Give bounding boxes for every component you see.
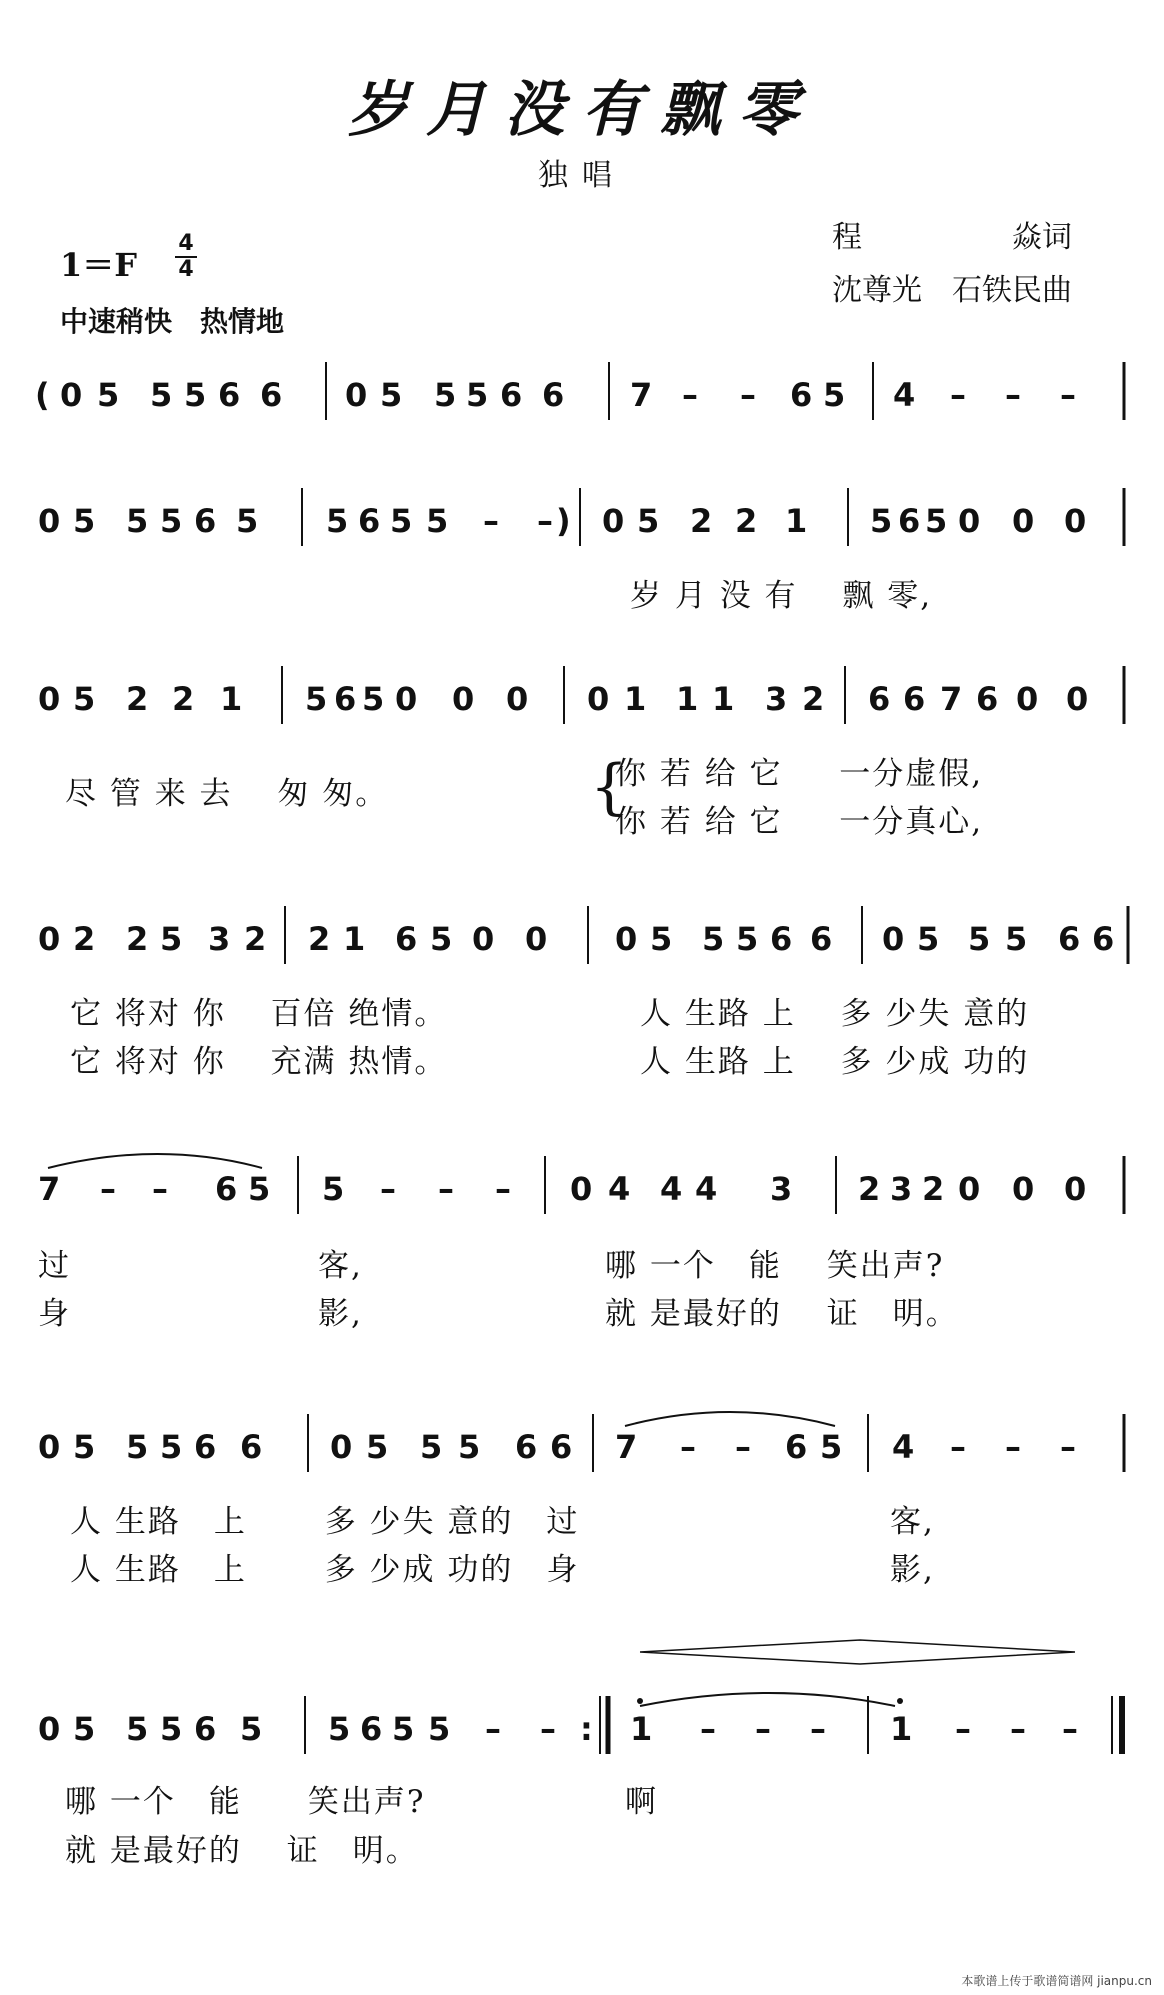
lyrics-line3-a: 尽 管 来 去 匆 匆。	[65, 776, 389, 812]
staff-line-1	[35, 362, 1124, 420]
svg-text:5: 5	[366, 1428, 389, 1466]
staff-line-5	[38, 1154, 1124, 1214]
svg-text:–: –	[735, 1428, 751, 1466]
svg-text:2: 2	[690, 502, 713, 540]
lyrics-line3-b: 你 若 给 它 一分虚假,	[615, 756, 984, 792]
svg-text:–: –	[810, 1710, 826, 1748]
svg-text:5: 5	[322, 1170, 345, 1208]
svg-text:5: 5	[1005, 920, 1028, 958]
staff-line-3	[38, 666, 1124, 724]
svg-text:5: 5	[820, 1428, 843, 1466]
svg-text:–: –	[380, 1170, 396, 1208]
svg-text:5: 5	[392, 1710, 415, 1748]
svg-text:–: –	[1005, 1428, 1021, 1466]
svg-text:–: –	[682, 376, 698, 414]
svg-text:–: –	[755, 1710, 771, 1748]
time-signature-bottom: 4	[178, 257, 194, 282]
lyrics-line6-c: 人 生路 上 多 少成 功的 身	[70, 1552, 580, 1588]
svg-text:5: 5	[430, 920, 453, 958]
staff-line-4	[38, 906, 1128, 964]
svg-text:0: 0	[395, 680, 418, 718]
svg-text:0: 0	[958, 502, 981, 540]
svg-text:5: 5	[160, 1710, 183, 1748]
svg-text:–: –	[950, 1428, 966, 1466]
svg-text:7: 7	[630, 376, 653, 414]
lyrics-line4-d: 人 生路 上 多 少成 功的	[640, 1044, 1030, 1080]
svg-text:0: 0	[570, 1170, 593, 1208]
svg-text:2: 2	[308, 920, 331, 958]
svg-text:): )	[556, 502, 571, 540]
svg-text:0: 0	[472, 920, 495, 958]
svg-text:6: 6	[395, 920, 418, 958]
svg-text:5: 5	[380, 376, 403, 414]
svg-text:2: 2	[244, 920, 267, 958]
svg-text:5: 5	[917, 920, 940, 958]
svg-text:2: 2	[126, 680, 149, 718]
svg-text:0: 0	[330, 1428, 353, 1466]
svg-text:6: 6	[542, 376, 565, 414]
svg-text:–: –	[495, 1170, 511, 1208]
svg-text:5: 5	[434, 376, 457, 414]
svg-text:5: 5	[426, 502, 449, 540]
svg-text:3: 3	[208, 920, 231, 958]
lyrics-line4-b: 人 生路 上 多 少失 意的	[640, 996, 1030, 1032]
svg-text:0: 0	[60, 376, 83, 414]
svg-text:0: 0	[506, 680, 529, 718]
svg-text:6: 6	[790, 376, 813, 414]
svg-text:5: 5	[305, 680, 328, 718]
svg-text:–: –	[483, 502, 499, 540]
svg-text:0: 0	[452, 680, 475, 718]
svg-text:5: 5	[466, 376, 489, 414]
svg-text:5: 5	[236, 502, 259, 540]
lyrics-line6-d: 影,	[890, 1552, 935, 1588]
svg-text:5: 5	[390, 502, 413, 540]
svg-text:1: 1	[785, 502, 808, 540]
svg-text:4: 4	[695, 1170, 718, 1208]
svg-text:5: 5	[150, 376, 173, 414]
svg-text:5: 5	[702, 920, 725, 958]
svg-text:5: 5	[73, 680, 96, 718]
svg-text:–: –	[485, 1710, 501, 1748]
svg-text:5: 5	[126, 502, 149, 540]
svg-text:–: –	[680, 1428, 696, 1466]
svg-text:4: 4	[893, 376, 916, 414]
staff-line-7	[38, 1640, 1122, 1754]
lyrics-line7-a: 哪 一个 能 笑出声?	[65, 1784, 426, 1820]
lyrics-line5-f: 就 是最好的 证 明。	[605, 1296, 959, 1332]
svg-text:4: 4	[660, 1170, 683, 1208]
svg-text:–: –	[152, 1170, 168, 1208]
svg-text:6: 6	[770, 920, 793, 958]
svg-text:–: –	[537, 502, 553, 540]
svg-text:5: 5	[362, 680, 385, 718]
svg-text:5: 5	[160, 502, 183, 540]
svg-text:6: 6	[194, 1428, 217, 1466]
svg-text:–: –	[1062, 1710, 1078, 1748]
svg-text:7: 7	[38, 1170, 61, 1208]
svg-text:–: –	[1005, 376, 1021, 414]
svg-text:6: 6	[218, 376, 241, 414]
note-paren: (	[35, 376, 50, 414]
staff-line-2	[38, 488, 1124, 546]
svg-text:5: 5	[650, 920, 673, 958]
svg-text:6: 6	[194, 1710, 217, 1748]
svg-text:2: 2	[73, 920, 96, 958]
time-signature-top: 4	[178, 231, 194, 256]
svg-text:0: 0	[1066, 680, 1089, 718]
svg-text:5: 5	[126, 1428, 149, 1466]
svg-text:5: 5	[73, 1428, 96, 1466]
svg-text:0: 0	[38, 502, 61, 540]
svg-text:6: 6	[240, 1428, 263, 1466]
svg-text:0: 0	[38, 920, 61, 958]
svg-text:6: 6	[358, 502, 381, 540]
tempo-marking: 中速稍快 热情地	[60, 305, 285, 338]
svg-text:7: 7	[940, 680, 963, 718]
svg-text:5: 5	[823, 376, 846, 414]
svg-text:0: 0	[38, 680, 61, 718]
lyrics-line5-c: 哪 一个 能 笑出声?	[605, 1248, 945, 1284]
svg-text:5: 5	[326, 502, 349, 540]
site-watermark: 本歌谱上传于歌谱简谱网 jianpu.cn	[961, 1974, 1152, 1988]
svg-text:5: 5	[126, 1710, 149, 1748]
svg-text:5: 5	[240, 1710, 263, 1748]
svg-text:1: 1	[890, 1710, 913, 1748]
lyrics-line7-c: 就 是最好的 证 明。	[65, 1833, 419, 1869]
svg-text:1: 1	[220, 680, 243, 718]
svg-text:1: 1	[712, 680, 735, 718]
svg-text:0: 0	[1012, 1170, 1035, 1208]
svg-text:6: 6	[360, 1710, 383, 1748]
svg-text:5: 5	[73, 502, 96, 540]
svg-text:–: –	[100, 1170, 116, 1208]
svg-text:6: 6	[903, 680, 926, 718]
svg-text:6: 6	[976, 680, 999, 718]
lyrics-line5-d: 身	[38, 1296, 71, 1332]
lyrics-line5-a: 过	[38, 1248, 71, 1284]
svg-text:6: 6	[810, 920, 833, 958]
svg-text:5: 5	[160, 920, 183, 958]
svg-text:6: 6	[334, 680, 357, 718]
svg-text:6: 6	[194, 502, 217, 540]
lyrics-line3-c: 你 若 给 它 一分真心,	[615, 804, 984, 840]
svg-text:0: 0	[38, 1710, 61, 1748]
svg-text:5: 5	[637, 502, 660, 540]
svg-text:5: 5	[184, 376, 207, 414]
lyrics-line6-a: 人 生路 上 多 少失 意的 过	[70, 1504, 580, 1540]
svg-text:5: 5	[968, 920, 991, 958]
svg-text:–: –	[740, 376, 756, 414]
svg-text:1: 1	[624, 680, 647, 718]
svg-text:0: 0	[1064, 1170, 1087, 1208]
lyrics-line5-e: 影,	[318, 1296, 363, 1332]
song-title: 岁月没有飘零	[348, 75, 816, 145]
svg-text:0: 0	[1016, 680, 1039, 718]
svg-text:6: 6	[215, 1170, 238, 1208]
lyrics-line6-b: 客,	[890, 1504, 935, 1540]
svg-text:5: 5	[248, 1170, 271, 1208]
svg-text:5: 5	[160, 1428, 183, 1466]
song-subtitle: 独唱	[538, 158, 626, 193]
svg-text:2: 2	[172, 680, 195, 718]
svg-text:0: 0	[615, 920, 638, 958]
composer-credit: 沈尊光 石铁民曲	[832, 273, 1072, 308]
verse-brace: {	[590, 752, 629, 822]
lyrics-line2: 岁 月 没 有 飘 零,	[630, 578, 933, 614]
svg-text:2: 2	[735, 502, 758, 540]
svg-text:–: –	[950, 376, 966, 414]
svg-text:–: –	[540, 1710, 556, 1748]
svg-text:0: 0	[602, 502, 625, 540]
svg-text:0: 0	[1012, 502, 1035, 540]
svg-text:–: –	[700, 1710, 716, 1748]
svg-text:0: 0	[587, 680, 610, 718]
svg-text::: :	[580, 1710, 593, 1748]
svg-text:6: 6	[1092, 920, 1115, 958]
svg-text:3: 3	[770, 1170, 793, 1208]
svg-text:–: –	[1010, 1710, 1026, 1748]
svg-text:1: 1	[676, 680, 699, 718]
svg-text:4: 4	[892, 1428, 915, 1466]
svg-text:–: –	[438, 1170, 454, 1208]
svg-text:–: –	[1060, 1428, 1076, 1466]
svg-text:7: 7	[615, 1428, 638, 1466]
svg-text:–: –	[1060, 376, 1076, 414]
svg-text:6: 6	[500, 376, 523, 414]
svg-text:6: 6	[868, 680, 891, 718]
svg-text:5: 5	[328, 1710, 351, 1748]
svg-text:5: 5	[428, 1710, 451, 1748]
dynamics-hairpin	[640, 1640, 1075, 1664]
svg-text:2: 2	[858, 1170, 881, 1208]
svg-text:6: 6	[260, 376, 283, 414]
svg-text:–: –	[955, 1710, 971, 1748]
svg-text:5: 5	[736, 920, 759, 958]
svg-text:2: 2	[126, 920, 149, 958]
svg-text:5: 5	[925, 502, 948, 540]
staff-line-6	[38, 1412, 1124, 1472]
svg-text:2: 2	[922, 1170, 945, 1208]
svg-text:5: 5	[870, 502, 893, 540]
svg-text:6: 6	[515, 1428, 538, 1466]
key-signature: 1＝F	[60, 246, 137, 284]
svg-text:5: 5	[73, 1710, 96, 1748]
lyrics-line7-b: 啊	[625, 1784, 658, 1820]
svg-text:5: 5	[458, 1428, 481, 1466]
svg-text:0: 0	[1064, 502, 1087, 540]
svg-text:1: 1	[343, 920, 366, 958]
svg-text:1: 1	[630, 1710, 653, 1748]
svg-text:6: 6	[898, 502, 921, 540]
lyrics-line4-c: 它 将对 你 充满 热情。	[70, 1044, 448, 1080]
svg-text:3: 3	[765, 680, 788, 718]
lyrics-line5-b: 客,	[318, 1248, 363, 1284]
svg-text:0: 0	[882, 920, 905, 958]
svg-text:0: 0	[525, 920, 548, 958]
svg-text:4: 4	[608, 1170, 631, 1208]
svg-text:5: 5	[420, 1428, 443, 1466]
svg-text:2: 2	[802, 680, 825, 718]
svg-text:6: 6	[550, 1428, 573, 1466]
svg-text:6: 6	[785, 1428, 808, 1466]
svg-text:3: 3	[890, 1170, 913, 1208]
svg-text:0: 0	[958, 1170, 981, 1208]
svg-text:6: 6	[1058, 920, 1081, 958]
lyricist-credit: 程 焱词	[832, 220, 1072, 255]
lyrics-line4-a: 它 将对 你 百倍 绝情。	[70, 996, 448, 1032]
svg-text:5: 5	[97, 376, 120, 414]
svg-text:0: 0	[345, 376, 368, 414]
svg-text:0: 0	[38, 1428, 61, 1466]
